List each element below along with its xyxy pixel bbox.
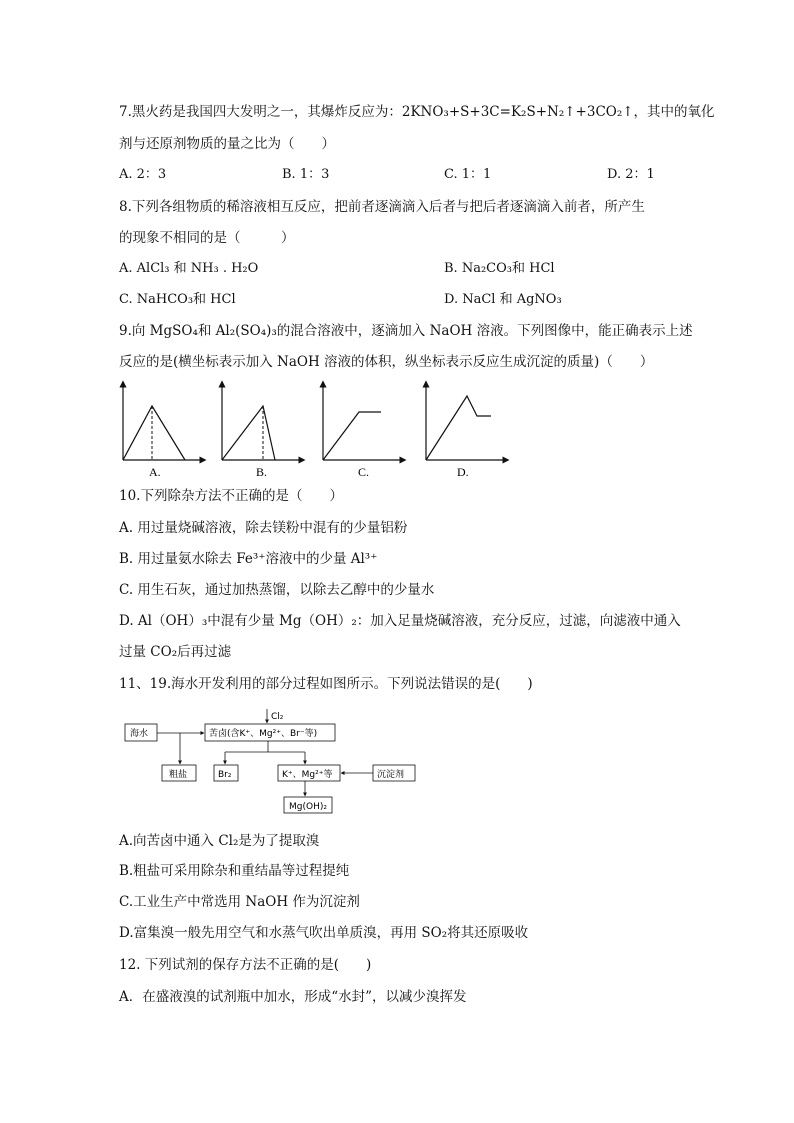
q7-option-a: A. 2：3 [119, 167, 167, 182]
q8-option-c: C. NaHCO₃和 HCl [119, 292, 236, 307]
q8-option-b: B. Na₂CO₃和 HCl [444, 261, 555, 276]
flow-cl2-label: Cl₂ [271, 712, 284, 722]
q7-option-c: C. 1：1 [444, 167, 492, 182]
q9-graph-options [115, 378, 515, 483]
q11-option-b: B.粗盐可采用除杂和重结晶等过程提纯 [119, 863, 350, 879]
q11-option-a: A.向苦卤中通入 Cl₂是为了提取溴 [119, 833, 320, 849]
q9-graph-b [222, 384, 302, 479]
q9-graph-a-label: A. [149, 465, 161, 479]
q8-option-a: A. AlCl₃ 和 NH₃ . H₂O [119, 261, 259, 276]
q9-stem-line1: 9.向 MgSO₄和 Al₂(SO₄)₃的混合溶液中，逐滴加入 NaOH 溶液。下列图像中，能正确表示上述 [119, 323, 693, 339]
flow-k-mg: K⁺、Mg²⁺等 [282, 770, 333, 780]
flow-mgoh2: Mg(OH)₂ [289, 802, 327, 812]
q7-option-b: B. 1：3 [282, 167, 330, 182]
q8-stem-line1: 8.下列各组物质的稀溶液相互反应，把前者逐滴滴入后者与把后者逐滴滴入前者，所产生 [119, 199, 645, 215]
q9-graph-c [323, 384, 403, 479]
q11-stem: 11、19.海水开发利用的部分过程如图所示。下列说法错误的是( ) [119, 676, 533, 692]
q12-stem: 12. 下列试剂的保存方法不正确的是( ) [119, 957, 372, 973]
q10-option-d-line1: D. Al（OH）₃中混有少量 Mg（OH）₂：加入足量烧碱溶液，充分反应，过滤，向滤液中通入 [119, 613, 681, 629]
q9-graph-b-label: B. [256, 465, 268, 479]
q9-graph-d-label: D. [457, 465, 469, 479]
q9-graph-d [426, 384, 506, 479]
flow-precipitant: 沉淀剂 [377, 770, 405, 780]
q7-option-d: D. 2：1 [607, 167, 655, 182]
flow-bittern: 苦卤(含K⁺、Mg²⁺、Br⁻等) [209, 729, 318, 739]
flow-crude-salt: 粗盐 [169, 770, 188, 780]
q9-graph-c-label: C. [358, 465, 370, 479]
q10-option-b: B. 用过量氨水除去 Fe³⁺溶液中的少量 Al³⁺ [119, 551, 378, 567]
q7-stem-line1: 7.黑火药是我国四大发明之一，其爆炸反应为：2KNO₃+S+3C=K₂S+N₂↑+3CO₂↑，其中的氧化 [119, 104, 715, 120]
q8-stem-line2: 的现象不相同的是（ ） [119, 230, 295, 246]
q10-stem: 10.下列除杂方法不正确的是（ ） [119, 488, 343, 504]
q8-option-d: D. NaCl 和 AgNO₃ [444, 292, 562, 307]
q9-stem-line2: 反应的是(横坐标表示加入 NaOH 溶液的体积，纵坐标表示反应生成沉淀的质量)（ ） [119, 354, 654, 370]
q7-stem-line2: 剂与还原剂物质的量之比为（ ） [119, 136, 335, 152]
flow-br2: Br₂ [218, 770, 232, 780]
q10-option-d-line2: 过量 CO₂后再过滤 [119, 644, 232, 660]
q11-option-c: C.工业生产中常选用 NaOH 作为沉淀剂 [119, 894, 360, 910]
q10-option-a: A. 用过量烧碱溶液，除去镁粉中混有的少量铝粉 [119, 520, 408, 536]
flow-seawater: 海水 [130, 729, 149, 739]
q9-graph-a [123, 384, 203, 479]
q10-option-c: C. 用生石灰，通过加热蒸馏，以除去乙醇中的少量水 [119, 582, 435, 598]
q12-option-a: A．在盛液溴的试剂瓶中加水，形成“水封”，以减少溴挥发 [119, 989, 467, 1005]
q11-option-d: D.富集溴一般先用空气和水蒸气吹出单质溴，再用 SO₂将其还原吸收 [119, 925, 529, 941]
q11-flow-diagram [120, 708, 420, 818]
